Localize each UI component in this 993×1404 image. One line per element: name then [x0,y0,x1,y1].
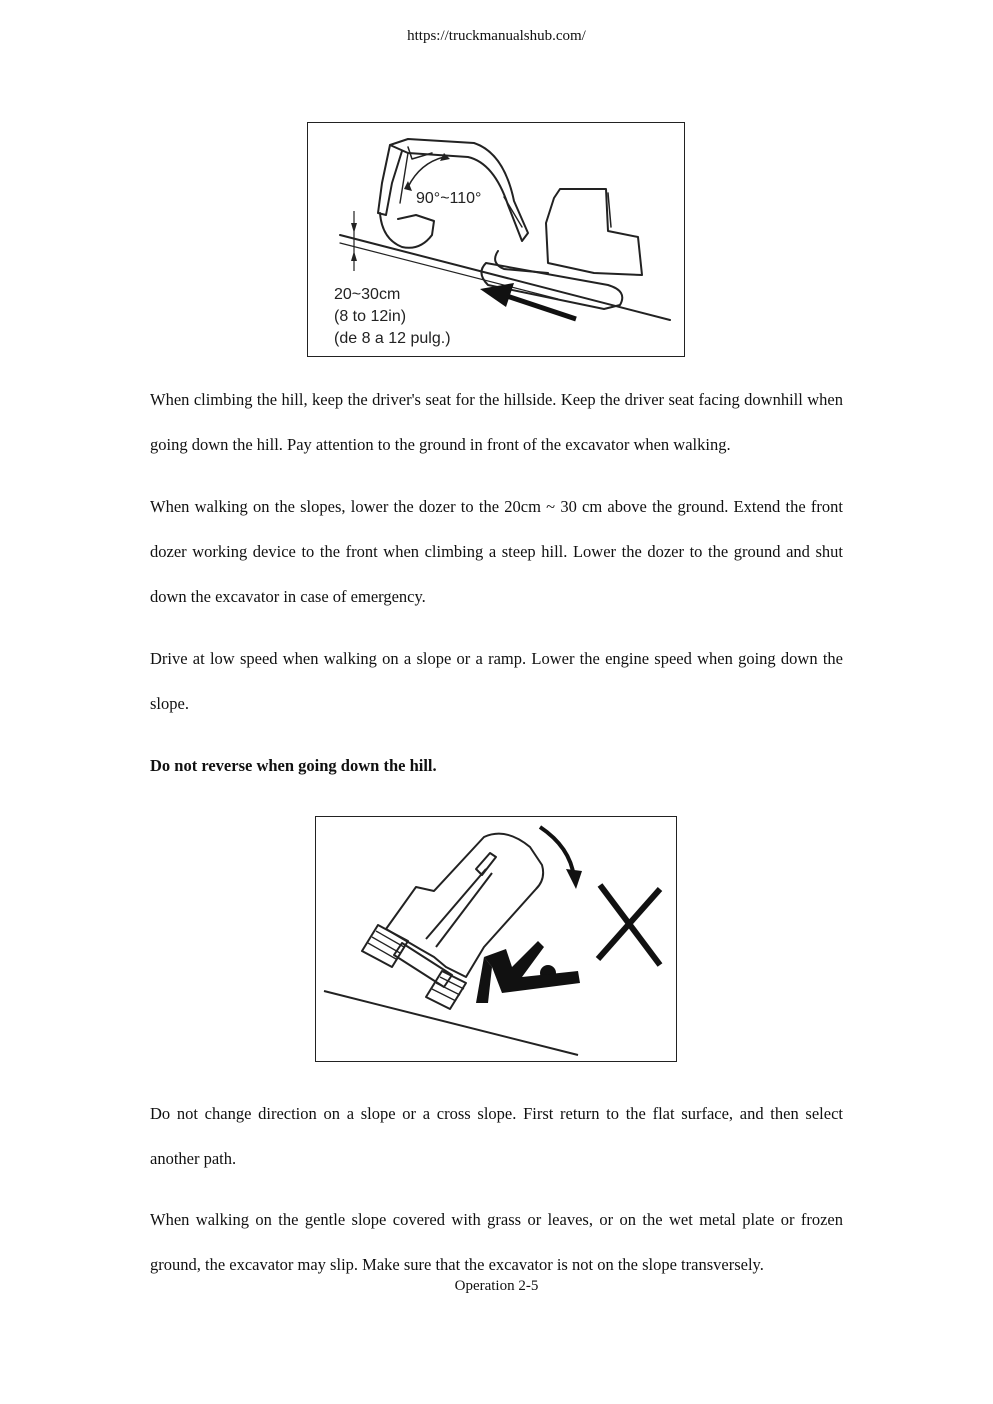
paragraph-climbing: When climbing the hill, keep the driver's seat for the hillside. Keep the driver seat facing downhill when going down the hill. Pay attention to the ground in front of the excavator when walking. [150,390,843,454]
header-url: https://truckmanualshub.com/ [407,28,586,44]
warning-no-reverse: Do not reverse when going down the hill. [150,756,437,775]
page-footer: Operation 2-5 [454,1278,539,1294]
height-label-inches: (8 to 12in) [334,308,407,325]
height-label-metric: 20~30cm [334,286,401,303]
figure-tipping-warning [315,816,677,1062]
excavator-tipping-illustration [316,817,676,1061]
paragraph-slopes: When walking on the slopes, lower the dozer to the 20cm ~ 30 cm above the ground. Extend the front dozer working device to the front when climbing a steep hill. Lower the dozer to the ground and shut down the excavator in case of emergency. [150,497,843,606]
paragraph-slip: When walking on the gentle slope covered with grass or leaves, or on the wet metal plate or frozen ground, the excavator may slip. Make sure that the excavator is not on the slope transversely. [150,1210,843,1274]
figure-excavator-climbing [307,122,685,357]
height-label-spanish: (de 8 a 12 pulg.) [334,330,451,347]
excavator-climbing-illustration [308,123,684,356]
paragraph-change-direction: Do not change direction on a slope or a cross slope. First return to the flat surface, and then select another path. [150,1104,843,1168]
paragraph-low-speed: Drive at low speed when walking on a slope or a ramp. Lower the engine speed when going down the slope. [150,649,843,713]
fallen-person-icon [476,941,580,1003]
angle-label: 90°~110° [416,190,482,207]
